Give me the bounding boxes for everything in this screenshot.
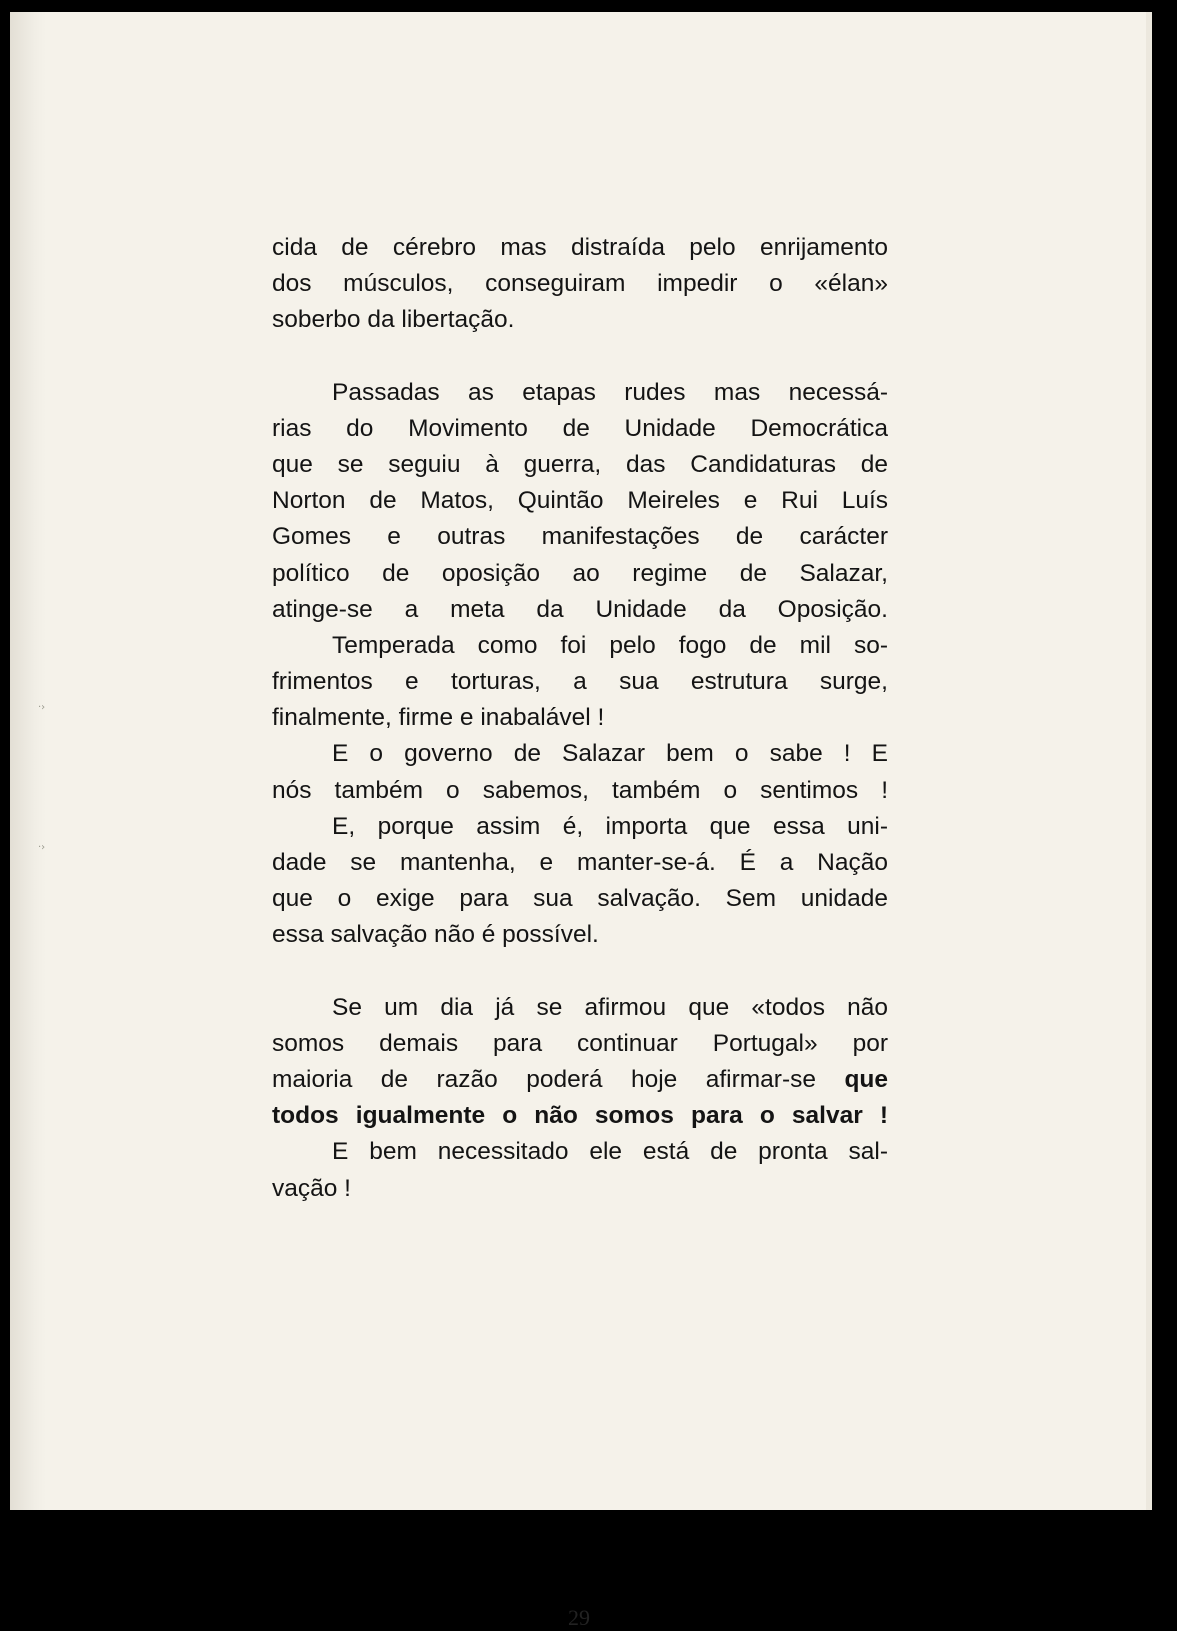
paragraph-2 (272, 375, 888, 628)
text-line: Temperada como foi pelo fogo de mil so- (332, 631, 888, 659)
text-line: Norton de Matos, Quintão Meireles e Rui Luís (272, 487, 888, 515)
paragraph-1 (272, 230, 888, 339)
text-line: que o exige para sua salvação. Sem unidade (272, 885, 888, 913)
text-line: dade se mantenha, e manter-se-á. É a Nação (272, 849, 888, 876)
text-line: que se seguiu à guerra, das Candidaturas de (272, 450, 888, 478)
text-line: soberbo da libertação. (272, 306, 515, 334)
book-page (10, 12, 1152, 1630)
text-line: político de oposição ao regime de Salazar, (272, 559, 888, 587)
text-segment: maioria de razão poderá hoje afirmar-se (272, 1065, 845, 1093)
text-line: somos demais para continuar Portugal» por (272, 1029, 888, 1057)
text-line: dos músculos, conseguiram impedir o «élan» (272, 270, 888, 298)
paragraph-7 (272, 1134, 888, 1206)
paragraph-3 (272, 628, 888, 737)
bold-text-line: todos igualmente o não somos para o salvar ! (272, 1102, 888, 1130)
text-line (272, 1062, 888, 1098)
body-text (272, 230, 888, 1207)
binding-mark: ·› (38, 702, 46, 713)
text-line: nós também o sabemos, também o sentimos ! (272, 776, 888, 804)
text-line: frimentos e torturas, a sua estrutura surge, (272, 668, 888, 696)
text-line: Gomes e outras manifestações de carácter (272, 523, 888, 551)
binding-mark: ·› (38, 842, 46, 853)
text-line: cida de cérebro mas distraída pelo enrijamento (272, 234, 888, 261)
page-edge (1146, 12, 1152, 1510)
page-gutter (10, 12, 46, 1510)
text-line: Passadas as etapas rudes mas necessá- (332, 378, 888, 406)
text-line: finalmente, firme e inabalável ! (272, 704, 605, 732)
text-line: rias do Movimento de Unidade Democrática (272, 414, 888, 442)
text-line: essa salvação não é possível. (272, 921, 599, 949)
text-line: E o governo de Salazar bem o sabe ! E (332, 740, 888, 768)
text-line: E bem necessitado ele está de pronta sal- (332, 1138, 888, 1166)
paragraph-6 (272, 990, 888, 1135)
paragraph-5 (272, 809, 888, 954)
text-line: vação ! (272, 1174, 351, 1202)
page-number: 29 (568, 1605, 590, 1630)
text-line: atinge-se a meta da Unidade da Oposição. (272, 595, 888, 623)
bold-text-segment: que (844, 1065, 888, 1093)
paragraph-4 (272, 736, 888, 808)
text-line: Se um dia já se afirmou que «todos não (332, 993, 888, 1021)
text-line: E, porque assim é, importa que essa uni- (332, 812, 888, 840)
